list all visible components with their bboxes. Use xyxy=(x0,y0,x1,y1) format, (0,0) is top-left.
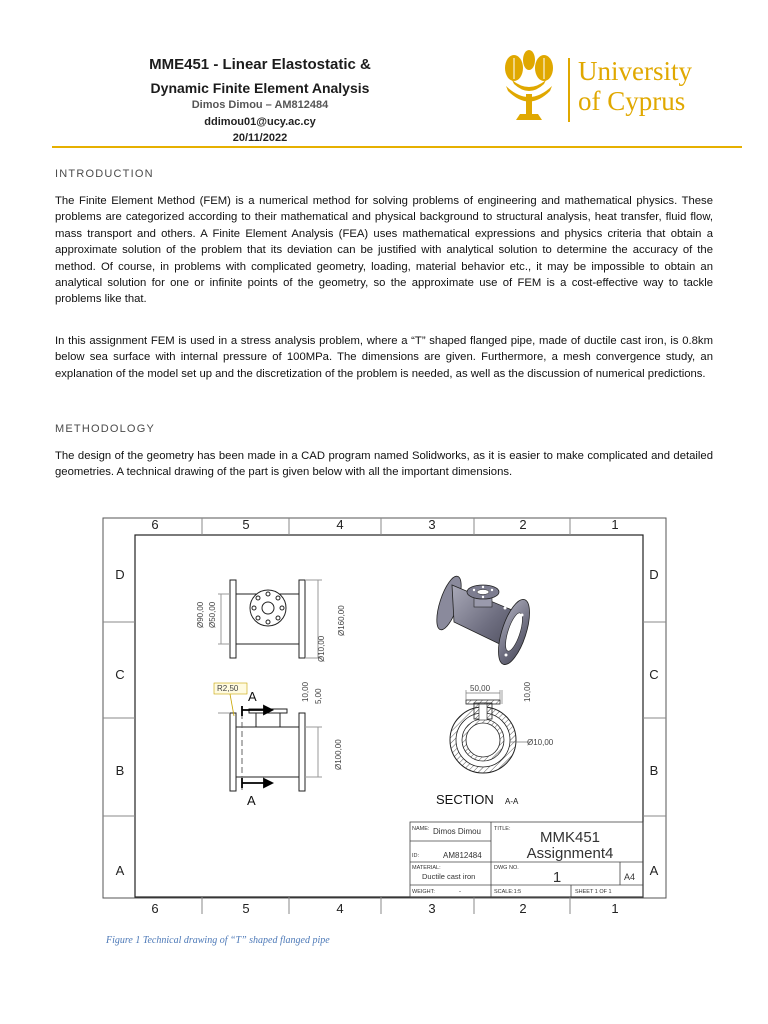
tb-sheet-label: SHEET 1 OF 1 xyxy=(575,889,612,895)
section-marker-bottom: A xyxy=(247,793,256,808)
dim-d160: Ø160,00 xyxy=(337,605,346,636)
row-label-left-D: D xyxy=(115,567,125,582)
tb-weight-label: WEIGHT: xyxy=(412,889,435,895)
section-marker-top: A xyxy=(248,689,257,704)
date: 20/11/2022 xyxy=(232,132,288,144)
email: ddimou01@ucy.ac.cy xyxy=(204,116,316,128)
section-view xyxy=(450,690,530,773)
col-label-top-6: 6 xyxy=(151,517,159,532)
tb-name-label: NAME: xyxy=(412,826,430,832)
front-view xyxy=(218,709,322,791)
col-label-bottom-2: 2 xyxy=(519,901,527,916)
dim-d50: Ø50,00 xyxy=(208,601,217,628)
row-label-left-B: B xyxy=(115,763,125,778)
isometric-view xyxy=(432,574,536,668)
section-label: SECTION xyxy=(436,792,494,807)
tb-title-line2: Assignment4 xyxy=(526,845,614,862)
tb-name-value: Dimos Dimou xyxy=(433,827,482,836)
tb-title-label: TITLE: xyxy=(494,826,511,832)
tb-dwg-label: DWG NO. xyxy=(494,865,519,871)
tb-id-label: ID: xyxy=(412,853,420,859)
intro-paragraph-1: The Finite Element Method (FEM) is a numerical method for solving problems of engineering and mathematical physics. These problems are categorized according to their mathematical and physical background to structural analysis, heat transfer, fluid flow, mass transport and others. A Finite Element Analysis (FEA) uses mathematical expressions and physics criteria that obtain a approximate solution of the problem that its deviation can be justified with analytical solution to determine the accuracy of the method. Of course, in problems with complicated geometry, loading, material behavior etc., it may be impossible to obtain an analytical solution for one or infinite points of the geometry, so the approximate use of FEM is a cost-effective way to tackle problems like that. xyxy=(55,195,713,306)
top-view xyxy=(218,580,322,658)
col-label-top-4: 4 xyxy=(336,517,344,532)
col-label-top-3: 3 xyxy=(428,517,436,532)
heading-introduction: INTRODUCTION xyxy=(55,168,154,180)
tb-id-value: AM812484 xyxy=(443,851,482,860)
dim-r250: R2,50 xyxy=(217,684,239,693)
dim-d10a: Ø10,00 xyxy=(317,635,326,662)
heading-methodology: METHODOLOGY xyxy=(55,423,155,435)
row-label-right-D: D xyxy=(649,567,659,582)
intro-paragraph-2: In this assignment FEM is used in a stress analysis problem, where a “T” shaped flanged pipe, made of ductile cast iron, is 0.8km below sea surface with internal pressure of 100MPa. The dimensions are given. Furthermore, a mesh convergence study, an explanation of the model set up and the discretization of the problem is needed, as well as the discussion of numerical predictions. xyxy=(55,335,713,380)
dim-v10: 10,00 xyxy=(301,681,310,702)
col-label-top-5: 5 xyxy=(242,517,250,532)
methodology-paragraph-1: The design of the geometry has been made in a CAD program named Solidworks, as it is easier to make complicated and detailed geometries. A technical drawing of the part is given below with all the important dimensions. xyxy=(55,450,713,479)
doc-title-line1: MME451 - Linear Elastostatic & xyxy=(149,56,371,73)
tb-material-value: Ductile cast iron xyxy=(422,872,476,881)
row-label-right-A: A xyxy=(649,863,659,878)
dim-d90: Ø90,00 xyxy=(196,601,205,628)
logo-line1: University xyxy=(578,56,692,86)
dim-h50: 50,00 xyxy=(470,684,491,693)
row-label-right-C: C xyxy=(649,667,659,682)
tb-dwg-value: 1 xyxy=(552,869,562,886)
dim-v10b: 10,00 xyxy=(523,681,532,702)
figure-caption: Figure 1 Technical drawing of “T” shaped flanged pipe xyxy=(106,935,330,946)
dim-d10b: Ø10,00 xyxy=(527,738,554,747)
row-label-right-B: B xyxy=(649,763,659,778)
col-label-bottom-3: 3 xyxy=(428,901,436,916)
tb-material-label: MATERIAL: xyxy=(412,865,441,871)
row-label-left-A: A xyxy=(115,863,125,878)
col-label-top-1: 1 xyxy=(611,517,619,532)
dim-v5: 5,00 xyxy=(314,688,323,704)
col-label-bottom-5: 5 xyxy=(242,901,250,916)
col-label-bottom-4: 4 xyxy=(336,901,344,916)
col-label-top-2: 2 xyxy=(519,517,527,532)
tb-scale-label: SCALE:1:5 xyxy=(494,889,522,895)
dim-d100: Ø100,00 xyxy=(334,739,343,770)
doc-title-line2: Dynamic Finite Element Analysis xyxy=(150,80,370,96)
author: Dimos Dimou – AM812484 xyxy=(191,99,329,111)
col-label-bottom-1: 1 xyxy=(611,901,619,916)
tb-title-line1: MMK451 xyxy=(539,829,601,846)
tb-size-value: A4 xyxy=(624,872,636,882)
logo-line2: of Cyprus xyxy=(578,86,686,116)
section-suffix: A-A xyxy=(505,797,519,806)
col-label-bottom-6: 6 xyxy=(151,901,159,916)
row-label-left-C: C xyxy=(115,667,125,682)
tb-weight-value: - xyxy=(459,889,461,895)
